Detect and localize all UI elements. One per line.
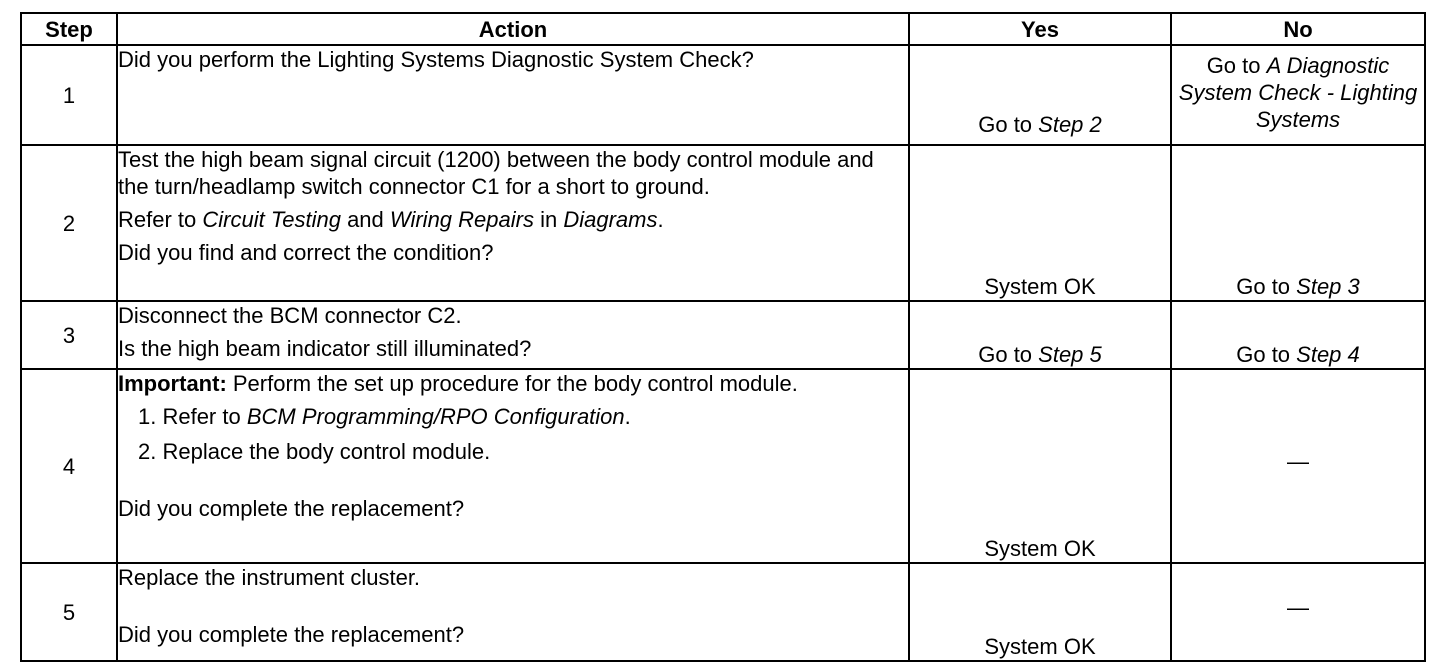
table-row-step-2: [21, 145, 1425, 301]
step-number: 5: [21, 563, 117, 661]
no-dash: —: [1287, 448, 1309, 474]
no-prefix: Go to: [1236, 342, 1297, 367]
table-row-step-5: [21, 563, 1425, 661]
action-instruction: Replace the instrument cluster.: [118, 565, 421, 590]
yes-prefix: Go to: [978, 112, 1039, 137]
yes-cell: System OK: [909, 145, 1171, 301]
no-prefix: Go to: [1236, 274, 1297, 299]
yes-cell: [909, 301, 1171, 369]
no-cell: [1171, 369, 1425, 563]
no-dash: —: [1287, 594, 1309, 620]
action-question: Did you perform the Lighting Systems Diagnostic System Check?: [118, 47, 754, 72]
yes-step-ref[interactable]: Step 5: [1038, 342, 1102, 367]
refer-prefix: Refer to: [118, 207, 203, 232]
item1-suffix: .: [624, 404, 631, 429]
table-row-step-1: [21, 45, 1425, 145]
bcm-programming-ref[interactable]: BCM Programming/RPO Configuration: [246, 404, 625, 429]
yes-step-ref[interactable]: Step 2: [1038, 112, 1102, 137]
action-question: Did you complete the replacement?: [118, 496, 465, 521]
and-text: and: [340, 207, 390, 232]
item1-prefix: 1. Refer to: [138, 404, 247, 429]
action-instruction: Disconnect the BCM connector C2.: [118, 303, 462, 328]
table-row-step-4: [21, 369, 1425, 563]
yes-cell: [909, 45, 1171, 145]
action-question: Did you find and correct the condition?: [118, 240, 494, 265]
header-step: Step: [21, 13, 117, 45]
no-step-ref[interactable]: Step 3: [1296, 274, 1360, 299]
action-instruction: Test the high beam signal circuit (1200) between the body control module and the turn/headlamp switch connector C1 for a short to ground.: [118, 147, 874, 199]
in-text: in: [533, 207, 564, 232]
diagnostic-table: [20, 12, 1426, 662]
yes-cell: System OK: [909, 369, 1171, 563]
step-number: 1: [21, 45, 117, 145]
action-cell: [117, 145, 909, 301]
list-item: [118, 403, 908, 430]
header-action: Action: [117, 13, 909, 45]
list-item: 2. Replace the body control module.: [138, 439, 491, 464]
important-label: Important:: [118, 371, 227, 396]
no-step-ref[interactable]: Step 4: [1296, 342, 1360, 367]
step-number: 2: [21, 145, 117, 301]
step-number: 4: [21, 369, 117, 563]
important-text: Perform the set up procedure for the body control module.: [226, 371, 798, 396]
no-cell: [1171, 45, 1425, 145]
header-no: No: [1171, 13, 1425, 45]
table-row-step-3: [21, 301, 1425, 369]
no-diagnostic-ref[interactable]: A Diagnostic System Check - Lighting Systems: [1178, 53, 1418, 132]
diagrams-ref[interactable]: Diagrams: [563, 207, 658, 232]
action-question: Is the high beam indicator still illuminated?: [118, 336, 532, 361]
action-reference: [118, 206, 908, 233]
action-cell: [117, 369, 909, 563]
action-question: Did you complete the replacement?: [118, 622, 465, 647]
no-cell: [1171, 563, 1425, 661]
important-note: [118, 370, 908, 397]
no-prefix: Go to: [1206, 53, 1267, 78]
action-cell: [117, 45, 909, 145]
action-cell: [117, 301, 909, 369]
circuit-testing-ref[interactable]: Circuit Testing: [202, 207, 341, 232]
no-cell: [1171, 145, 1425, 301]
wiring-repairs-ref[interactable]: Wiring Repairs: [389, 207, 534, 232]
header-yes: Yes: [909, 13, 1171, 45]
table-header-row: [21, 13, 1425, 45]
action-cell: [117, 563, 909, 661]
yes-cell: System OK: [909, 563, 1171, 661]
no-cell: [1171, 301, 1425, 369]
period: .: [657, 207, 664, 232]
step-number: 3: [21, 301, 117, 369]
yes-prefix: Go to: [978, 342, 1039, 367]
